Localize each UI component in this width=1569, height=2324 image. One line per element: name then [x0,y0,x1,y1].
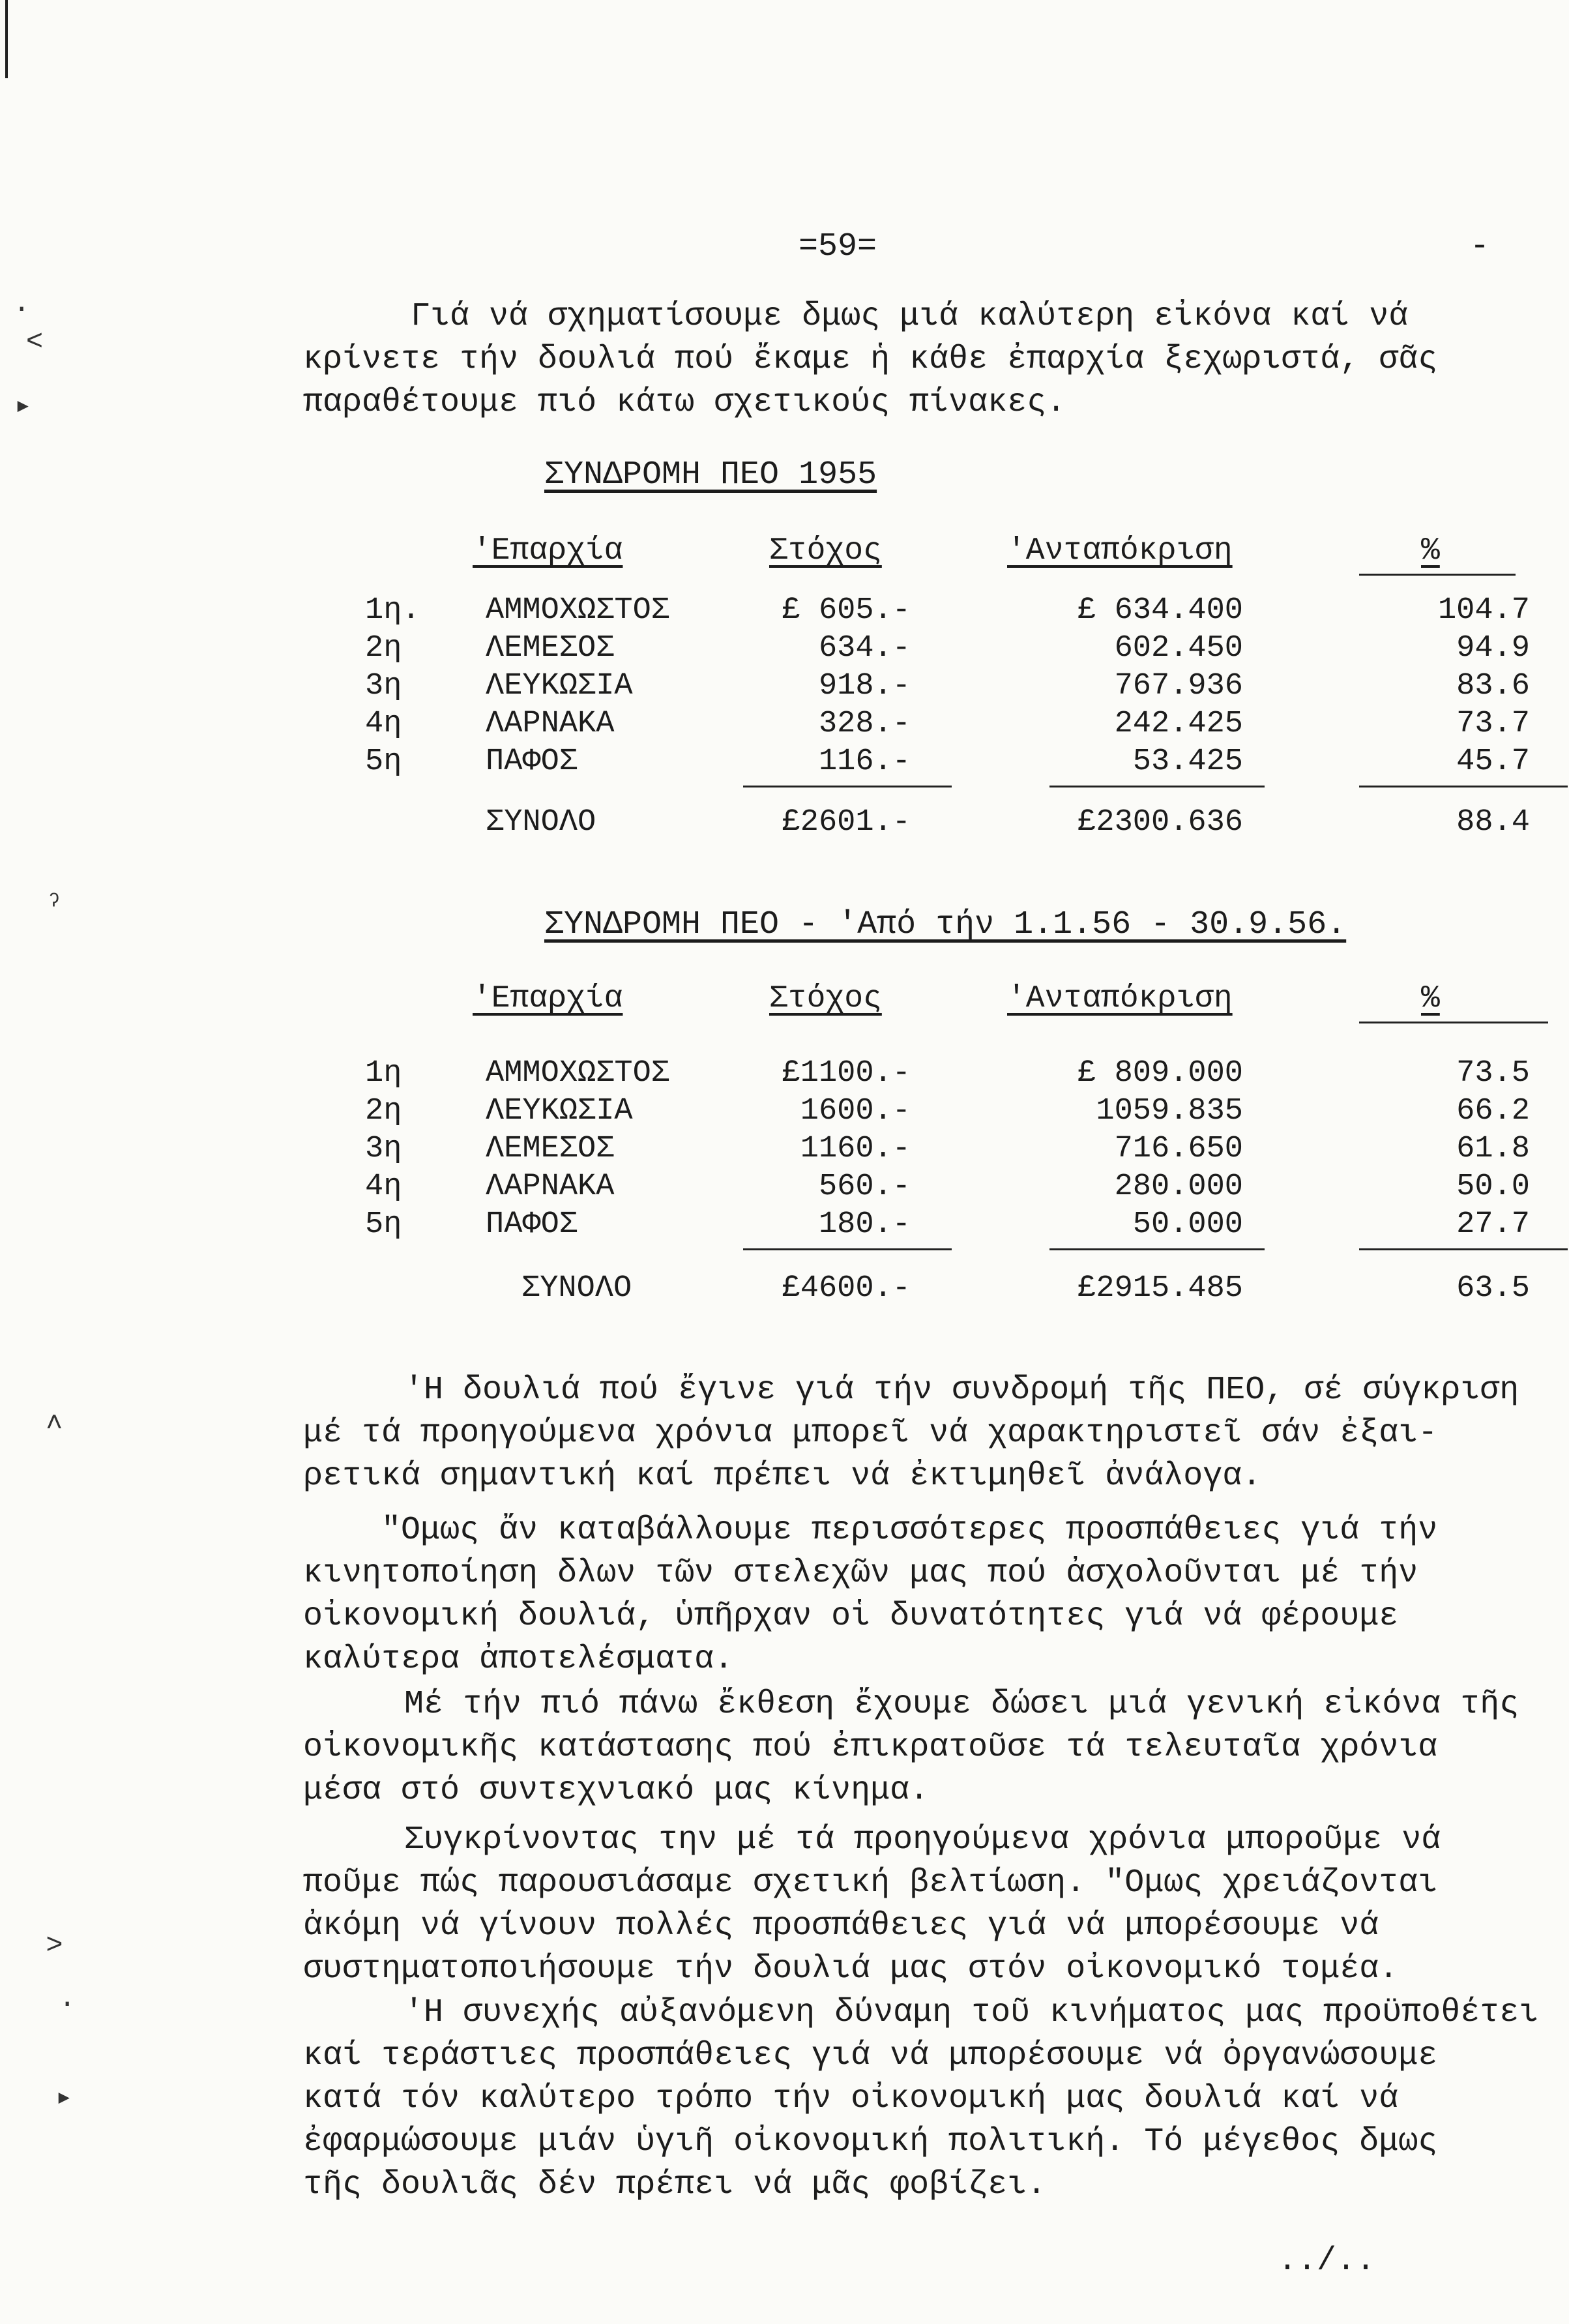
row-pct: 66.2 [1456,1094,1530,1128]
row-district: ΑΜΜΟΧΩΣΤΟΣ [486,1056,670,1091]
row-district: ΛΕΥΚΩΣΙΑ [486,669,633,703]
continuation-mark: ../.. [1278,2243,1376,2280]
body-paragraph [303,1992,1542,2207]
table-row [0,1094,1569,1133]
table2-title: ΣΥΝΔΡΟΜΗ ΠΕΟ - 'Από τήν 1.1.56 - 30.9.56. [544,906,1347,943]
intro-line: κρίνετε τήν δουλιά πού ἔκαμε ἡ κάθε ἐπαρχία ξεχωριστά, σᾶς [303,341,1438,378]
paragraph-line: Συγκρίνοντας την μέ τά προηγούμενα χρόνια μποροῦμε νά [404,1821,1441,1859]
table2-header-pct: % [1421,981,1440,1016]
total-label: ΣΥΝΟΛΟ [486,805,596,840]
paragraph-line: οἰκονομικῆς κατάστασης πού ἐπικρατοῦσε τά τελευταῖα χρόνια [303,1729,1438,1766]
table1-pct-total-rule [1359,786,1568,787]
table2-pct-total-rule [1359,1248,1568,1250]
paragraph-line: ἐφαρμώσουμε μιάν ὑγιῆ οἰκονομική πολιτική. Τό μέγεθος δμως [303,2123,1438,2160]
table2-response-rule [1049,1248,1265,1250]
row-district: ΠΑΦΟΣ [486,744,578,779]
table2-pct-rule [1359,1022,1548,1023]
paragraph-line: ἀκόμη νά γίνουν πολλές προσπάθειες γιά νά μπορέσουμε νά [303,1907,1379,1945]
row-pct: 73.7 [1456,707,1530,741]
row-rank: 5η [365,744,402,779]
paragraph-line: ποῦμε πώς παρουσιάσαμε σχετική βελτίωση. "Ομως χρειάζονται [303,1864,1438,1902]
table1-pct-rule [1359,574,1516,576]
table1-target-rule [743,786,952,787]
table1-header-district: 'Επαρχία [473,533,623,568]
row-rank: 5η [365,1207,402,1242]
row-target: 560.- [818,1169,911,1204]
paragraph-line: καλύτερα ἀποτελέσματα. [303,1641,734,1678]
row-target: £ 605.- [782,593,911,628]
row-district: ΛΑΡΝΑΚΑ [486,1169,615,1204]
row-target: 328.- [818,707,911,741]
paragraph-line: κινητοποίηση δλων τῶν στελεχῶν μας πού ἀσχολοῦνται μέ τήν [303,1555,1418,1592]
row-rank: 2η [365,1094,402,1128]
row-target: 918.- [818,669,911,703]
table2-target-rule [743,1248,952,1250]
table2-header-target: Στόχος [769,981,882,1016]
row-rank: 3η [365,669,402,703]
margin-mark: ˃ [46,1930,63,1962]
row-response: 280.000 [1114,1169,1243,1204]
table1-total-row [0,805,1569,844]
total-response: £2300.636 [1078,805,1243,840]
paragraph-line: μέσα στό συντεχνιακό μας κίνημα. [303,1772,930,1809]
row-district: ΛΑΡΝΑΚΑ [486,707,615,741]
row-response: 767.936 [1114,669,1243,703]
row-target: 1600.- [800,1094,911,1128]
paragraph-line: Μέ τήν πιό πάνω ἔκθεση ἔχουμε δώσει μιά γενική εἰκόνα τῆς [404,1686,1519,1723]
table2-total-row [0,1271,1569,1310]
table-row [0,593,1569,632]
total-pct: 63.5 [1456,1271,1530,1306]
paragraph-line: ρετικά σημαντική καί πρέπει νά ἐκτιμηθεῖ ἀνάλογα. [303,1458,1262,1495]
row-response: 242.425 [1114,707,1243,741]
margin-mark: · [13,293,31,326]
margin-mark: ▸ [55,2082,73,2115]
row-pct: 104.7 [1437,593,1530,628]
table1-header-target: Στόχος [769,533,882,568]
row-rank: 1η. [365,593,420,628]
page-number: =59= [799,228,877,265]
table2-header-district: 'Επαρχία [473,981,623,1016]
table-row [0,1132,1569,1171]
table-row [0,1207,1569,1246]
table-row [0,631,1569,670]
margin-mark: ▸ [14,390,32,423]
binding-mark [5,0,8,78]
table2-header-response: 'Ανταπόκριση [1007,981,1233,1016]
margin-mark: ˄ [46,1408,63,1441]
row-rank: 2η [365,631,402,666]
table-row [0,669,1569,708]
body-paragraph [303,1509,1542,1681]
row-response: 602.450 [1114,631,1243,666]
row-pct: 45.7 [1456,744,1530,779]
paragraph-line: καί τεράστιες προσπάθειες γιά νά μπορέσουμε νά ὀργανώσουμε [303,2037,1438,2074]
row-rank: 4η [365,1169,402,1204]
row-rank: 3η [365,1132,402,1166]
paragraph-line: συστηματοποιήσουμε τήν δουλιά μας στόν οἰκονομικό τομέα. [303,1950,1399,1988]
body-paragraph [303,1819,1542,1991]
row-district: ΑΜΜΟΧΩΣΤΟΣ [486,593,670,628]
paragraph-line: τῆς δουλιᾶς δέν πρέπει νά μᾶς φοβίζει. [303,2166,1047,2203]
body-paragraph [303,1683,1542,1812]
row-pct: 83.6 [1456,669,1530,703]
table-row [0,1056,1569,1095]
total-target: £2601.- [782,805,911,840]
row-response: £ 809.000 [1078,1056,1243,1091]
row-pct: 50.0 [1456,1169,1530,1204]
paragraph-line: οἰκονομική δουλιά, ὑπῆρχαν οἱ δυνατότητες γιά νά φέρουμε [303,1598,1399,1635]
row-response: £ 634.400 [1078,593,1243,628]
row-pct: 61.8 [1456,1132,1530,1166]
row-response: 50.000 [1132,1207,1243,1242]
table-row [0,1169,1569,1209]
table1-header-pct: % [1421,533,1440,568]
row-pct: 73.5 [1456,1056,1530,1091]
table-row [0,744,1569,784]
row-response: 53.425 [1132,744,1243,779]
row-rank: 4η [365,707,402,741]
table1-header-response: 'Ανταπόκριση [1007,533,1233,568]
total-target: £4600.- [782,1271,911,1306]
body-paragraph [303,1369,1542,1498]
row-district: ΠΑΦΟΣ [486,1207,578,1242]
row-target: £1100.- [782,1056,911,1091]
row-response: 716.650 [1114,1132,1243,1166]
row-target: 634.- [818,631,911,666]
row-pct: 94.9 [1456,631,1530,666]
table2-header-row [0,981,1569,1020]
paragraph-line: κατά τόν καλύτερο τρόπο τήν οἰκονομική μας δουλιά καί νά [303,2080,1399,2117]
intro-line: παραθέτουμε πιό κάτω σχετικούς πίνακες. [303,384,1066,421]
margin-mark: ˂ [26,326,44,359]
total-response: £2915.485 [1078,1271,1243,1306]
table-row [0,707,1569,746]
paragraph-line: 'Η συνεχής αὐξανόμενη δύναμη τοῦ κινήματος μας προϋποθέτει [404,1994,1539,2031]
row-district: ΛΕΜΕΣΟΣ [486,631,615,666]
row-target: 116.- [818,744,911,779]
row-rank: 1η [365,1056,402,1091]
paragraph-line: 'Η δουλιά πού ἔγινε γιά τήν συνδρομή τῆς ΠΕΟ, σέ σύγκριση [404,1372,1519,1409]
row-target: 1160.- [800,1132,911,1166]
intro-line: Γιά νά σχηματίσουμε δμως μιά καλύτερη εἰκόνα καί νά [411,298,1409,335]
margin-mark: · [59,1988,76,2021]
paragraph-line: μέ τά προηγούμενα χρόνια μπορεῖ νά χαρακτηριστεῖ σάν ἐξαι- [303,1415,1438,1452]
total-label: ΣΥΝΟΛΟ [521,1271,632,1306]
row-pct: 27.7 [1456,1207,1530,1242]
table1-response-rule [1049,786,1265,787]
paragraph-line: "Ομως ἄν καταβάλλουμε περισσότερες προσπάθειες γιά τήν [381,1512,1438,1549]
margin-mark: ˀ [46,890,63,922]
table1-title: ΣΥΝΔΡΟΜΗ ΠΕΟ 1955 [544,456,877,493]
row-district: ΛΕΜΕΣΟΣ [486,1132,615,1166]
total-pct: 88.4 [1456,805,1530,840]
corner-mark: - [1470,228,1490,265]
row-response: 1059.835 [1096,1094,1243,1128]
row-target: 180.- [818,1207,911,1242]
table1-header-row [0,533,1569,572]
row-district: ΛΕΥΚΩΣΙΑ [486,1094,633,1128]
intro-paragraph [303,295,1569,424]
